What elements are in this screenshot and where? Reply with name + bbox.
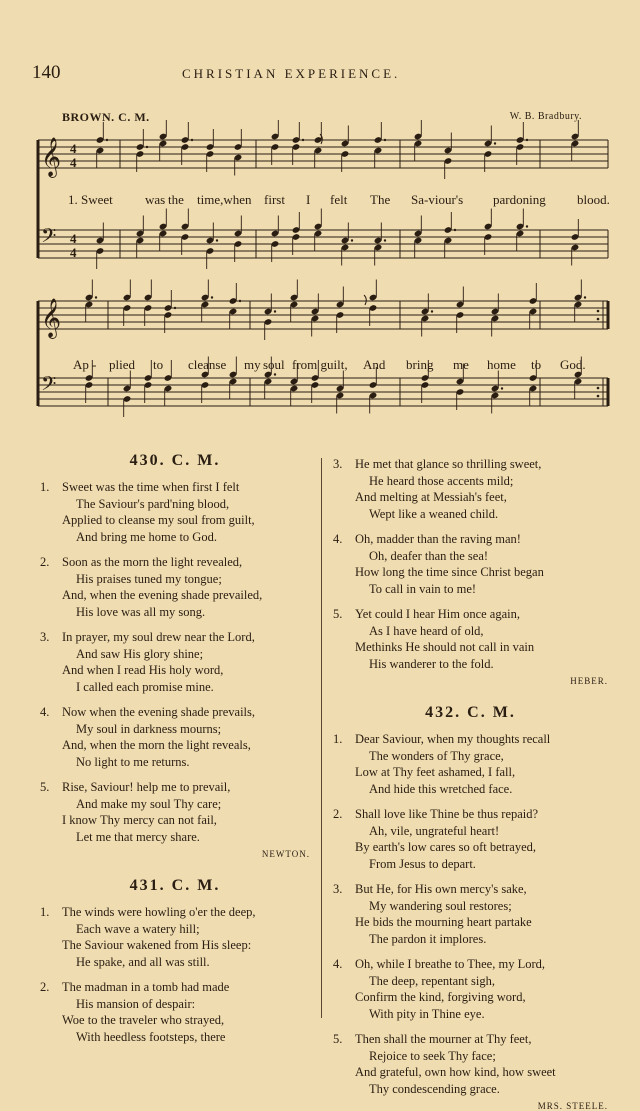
l1-word: The xyxy=(370,192,391,207)
stanza xyxy=(333,531,608,597)
hymn-number xyxy=(40,877,310,895)
verse-line-text: And, when the evening shade prevailed, xyxy=(62,588,263,602)
verse-line-text: But He, for His own mercy's sake, xyxy=(355,882,527,896)
verse-line xyxy=(333,806,608,823)
verse-line-text: Let me that mercy share. xyxy=(76,829,200,844)
verse-line xyxy=(40,496,310,513)
verse-line xyxy=(333,606,608,623)
hymn xyxy=(40,877,310,1045)
verse-line-text: I called each promise mine. xyxy=(76,679,214,694)
stanza xyxy=(333,881,608,947)
verse-line-text: Each wave a watery hill; xyxy=(76,921,200,936)
verse-line xyxy=(333,731,608,748)
verse-line-text: His wanderer to the fold. xyxy=(369,656,494,671)
verse-line xyxy=(333,931,608,948)
verse-line-text: Confirm the kind, forgiving word, xyxy=(355,990,526,1004)
stanza xyxy=(333,731,608,797)
l2-word: plied xyxy=(109,357,135,372)
hymn xyxy=(333,456,608,686)
hymn-author: NEWTON. xyxy=(261,849,310,859)
verse-line-text: And grateful, own how kind, how sweet xyxy=(355,1065,556,1079)
verse-line-text: Woe to the traveler who strayed, xyxy=(62,1013,225,1027)
verse-line-text: And, when the morn the light reveals, xyxy=(62,738,251,752)
verse-line-text: The pardon it implores. xyxy=(369,931,487,946)
l1-word: 1. Sweet xyxy=(68,192,113,207)
verse-line xyxy=(333,898,608,915)
verse-line-text: The wonders of Thy grace, xyxy=(369,748,504,763)
hymn-number-value: 432. xyxy=(425,704,462,721)
hymn-number xyxy=(333,704,608,722)
hymn-meter: C. M. xyxy=(171,452,221,469)
verse-line-text: And make my soul Thy care; xyxy=(76,796,222,811)
verse-line xyxy=(333,881,608,898)
dot xyxy=(454,229,456,231)
verse-line-text: He bids the mourning heart partake xyxy=(355,915,532,929)
verse-line-text: He spake, and all was still. xyxy=(76,954,210,969)
dot xyxy=(146,146,148,148)
hymn-number xyxy=(40,452,310,470)
verse-line xyxy=(40,904,310,921)
verse-line xyxy=(333,989,608,1006)
verse-line-text: Rejoice to seek Thy face; xyxy=(369,1048,496,1063)
l2-word: me xyxy=(453,357,469,372)
verse-line xyxy=(40,587,310,604)
verse-line-text: Shall love like Thine be thus repaid? xyxy=(355,807,539,821)
hymn-number-value: 431. xyxy=(129,877,166,894)
stanza-number: 3. xyxy=(40,630,50,644)
verse-line-text: Sweet was the time when first I felt xyxy=(62,480,240,494)
page-header xyxy=(32,62,608,86)
stanza xyxy=(40,629,310,695)
dot xyxy=(211,296,213,298)
verse-line xyxy=(40,629,310,646)
verse-line xyxy=(333,914,608,931)
time-signature: 4 xyxy=(70,231,77,246)
stanza xyxy=(40,479,310,545)
verse-line xyxy=(40,479,310,496)
verse-line xyxy=(333,623,608,640)
stanza-number: 4. xyxy=(333,957,343,971)
music-score xyxy=(0,120,640,440)
l2-word: soul xyxy=(263,357,285,372)
left-column xyxy=(40,452,310,1045)
l2-word: Ap - xyxy=(73,357,97,372)
hymn-author: MRS. STEELE. xyxy=(537,1101,608,1111)
verse-line xyxy=(40,954,310,971)
verse-line-text: Oh, deafer than the sea! xyxy=(369,548,489,563)
stanza-number: 5. xyxy=(40,780,50,794)
verse-line xyxy=(333,856,608,873)
time-signature: 4 xyxy=(70,245,77,260)
verse-line-text: And saw His glory shine; xyxy=(76,646,204,661)
stanza xyxy=(40,554,310,620)
verse-line-text: To call in vain to me! xyxy=(369,581,477,596)
verse-line xyxy=(40,704,310,721)
stanza-number: 2. xyxy=(40,980,50,994)
verse-line xyxy=(40,529,310,546)
stanza xyxy=(40,904,310,970)
verse-line xyxy=(333,548,608,565)
verse-line-text: Oh, while I breathe to Thee, my Lord, xyxy=(355,957,545,971)
verse-line-text: Then shall the mourner at Thy feet, xyxy=(355,1032,532,1046)
stanza xyxy=(40,979,310,1045)
verse-line-text: Now when the evening shade prevails, xyxy=(62,705,255,719)
stanza-number: 3. xyxy=(333,882,343,896)
dot xyxy=(191,139,193,141)
stanza xyxy=(333,806,608,872)
l1-word: the xyxy=(168,192,184,207)
verse-line-text: And bring me home to God. xyxy=(76,529,217,544)
verse-line xyxy=(333,839,608,856)
stanza xyxy=(40,779,310,845)
treble-clef-icon: 𝄞 xyxy=(41,137,62,177)
l2-word: home xyxy=(487,357,516,372)
l1-word: felt xyxy=(330,192,348,207)
verse-line xyxy=(40,512,310,529)
verse-line xyxy=(333,1081,608,1098)
right-column xyxy=(333,456,608,1111)
stanza xyxy=(333,1031,608,1097)
verse-line xyxy=(40,1029,310,1046)
dot xyxy=(239,300,241,302)
verse-line xyxy=(333,973,608,990)
verse-line-text: And melting at Messiah's feet, xyxy=(355,490,507,504)
stanza-number: 5. xyxy=(333,1032,343,1046)
verse-line xyxy=(40,829,310,846)
column-divider xyxy=(321,458,322,1018)
page-number: 140 xyxy=(32,62,61,83)
verse-line-text: The winds were howling o'er the deep, xyxy=(62,905,256,919)
l2-word: my xyxy=(244,357,261,372)
stanza-number: 1. xyxy=(40,905,50,919)
verse-line xyxy=(333,823,608,840)
l1-word: first xyxy=(264,192,285,207)
stanza-number: 1. xyxy=(40,480,50,494)
verse-line-text: Soon as the morn the light revealed, xyxy=(62,555,243,569)
verse-line xyxy=(333,748,608,765)
hymn-meter: C. M. xyxy=(171,877,221,894)
tune-name: BROWN. C. M. xyxy=(62,110,150,124)
dot xyxy=(526,225,528,227)
lyrics-line-1 xyxy=(0,192,640,210)
verse-line xyxy=(40,921,310,938)
stanza-number: 1. xyxy=(333,732,343,746)
verse-line-text: His praises tuned my tongue; xyxy=(76,571,222,586)
repeat-dot xyxy=(597,387,600,390)
verse-line xyxy=(40,812,310,829)
l2-word: And xyxy=(363,357,386,372)
verse-line xyxy=(333,781,608,798)
hymn-meter: C. M. xyxy=(467,704,516,721)
stanza-number: 5. xyxy=(333,607,343,621)
l2-word: God. xyxy=(560,357,586,372)
verse-line xyxy=(40,1012,310,1029)
stanza-number: 2. xyxy=(40,555,50,569)
l1-word: I xyxy=(306,192,311,207)
running-head: CHRISTIAN EXPERIENCE. xyxy=(182,66,401,81)
l2-word: to xyxy=(531,357,542,372)
dot xyxy=(584,296,586,298)
verse-line xyxy=(333,531,608,548)
lyrics-line-2 xyxy=(0,357,640,375)
verse-line-text: Dear Saviour, when my thoughts recall xyxy=(355,732,551,746)
verse-line xyxy=(40,779,310,796)
verse-line xyxy=(333,1031,608,1048)
verse-line-text: No light to me returns. xyxy=(76,754,190,769)
verse-line-text: The Saviour's pard'ning blood, xyxy=(76,496,230,511)
time-signature: 4 xyxy=(70,155,77,170)
verse-line-text: And hide this wretched face. xyxy=(369,781,513,796)
verse-line-text: Low at Thy feet ashamed, I fall, xyxy=(355,765,516,779)
hymn-number-value: 430. xyxy=(129,452,166,469)
verse-line xyxy=(333,1048,608,1065)
dot xyxy=(494,142,496,144)
verse-line xyxy=(40,996,310,1013)
verse-line-text: He heard those accents mild; xyxy=(369,473,514,488)
treble-clef-icon: 𝄞 xyxy=(41,298,62,338)
verse-line-text: And when I read His holy word, xyxy=(62,663,224,677)
verse-line-text: The Saviour wakened from His sleep: xyxy=(62,938,252,952)
l2-word: bring xyxy=(406,357,434,372)
verse-line-text: My soul in darkness mourns; xyxy=(76,721,222,736)
stanza xyxy=(333,456,608,522)
dot xyxy=(431,310,433,312)
verse-line xyxy=(40,754,310,771)
time-signature: 4 xyxy=(70,141,77,156)
verse-line-text: With heedless footsteps, there xyxy=(76,1029,226,1044)
stanza-number: 3. xyxy=(333,457,343,471)
dot xyxy=(302,139,304,141)
verse-line xyxy=(333,456,608,473)
l2-word: cleanse xyxy=(188,357,227,372)
verse-line xyxy=(333,639,608,656)
stanza-number: 4. xyxy=(333,532,343,546)
dot xyxy=(274,310,276,312)
verse-line xyxy=(40,679,310,696)
verse-line-text: In prayer, my soul drew near the Lord, xyxy=(62,630,255,644)
verse-line xyxy=(40,737,310,754)
hymn xyxy=(40,452,310,859)
dot xyxy=(106,139,108,141)
verse-line-text: I know Thy mercy can not fail, xyxy=(62,813,217,827)
l1-word: blood. xyxy=(577,192,610,207)
verse-line-text: Ah, vile, ungrateful heart! xyxy=(369,823,500,838)
dot xyxy=(174,307,176,309)
l1-word: time,when xyxy=(197,192,252,207)
l1-word: pardoning xyxy=(493,192,546,207)
dot xyxy=(216,239,218,241)
verse-line-text: Yet could I hear Him once again, xyxy=(355,607,521,621)
repeat-dot xyxy=(597,310,600,313)
l2-word: from guilt, xyxy=(292,357,348,372)
verse-line xyxy=(333,1006,608,1023)
verse-line xyxy=(333,656,608,673)
bass-clef-icon: 𝄢 xyxy=(41,224,57,252)
verse-line xyxy=(40,554,310,571)
bass-clef-icon: 𝄢 xyxy=(41,372,57,400)
verse-line-text: Applied to cleanse my soul from guilt, xyxy=(62,513,255,527)
l2-word: to xyxy=(153,357,164,372)
verse-line-text: He met that glance so thrilling sweet, xyxy=(355,457,542,471)
repeat-dot xyxy=(597,318,600,321)
verse-line xyxy=(333,1064,608,1081)
verse-line xyxy=(333,581,608,598)
stanza xyxy=(333,606,608,672)
verse-line xyxy=(40,796,310,813)
stanza-number: 2. xyxy=(333,807,343,821)
verse-line-text: His love was all my song. xyxy=(76,604,206,619)
verse-line-text: The deep, repentant sigh, xyxy=(369,973,495,988)
verse-line-text: Wept like a weaned child. xyxy=(369,506,499,521)
dot xyxy=(526,139,528,141)
verse-line xyxy=(333,473,608,490)
verse-line xyxy=(40,662,310,679)
verse-line-text: How long the time since Christ began xyxy=(355,565,544,579)
hymn xyxy=(333,704,608,1111)
verse-line xyxy=(40,979,310,996)
dot xyxy=(95,296,97,298)
verse-line xyxy=(333,764,608,781)
verse-line xyxy=(333,489,608,506)
verse-line-text: By earth's low cares so oft betrayed, xyxy=(355,840,537,854)
verse-line-text: Oh, madder than the raving man! xyxy=(355,532,521,546)
note-flag xyxy=(364,295,366,305)
l1-word: was xyxy=(145,192,166,207)
verse-line-text: As I have heard of old, xyxy=(369,623,484,638)
verse-line xyxy=(40,571,310,588)
verse-line xyxy=(40,937,310,954)
dot xyxy=(384,239,386,241)
stanza xyxy=(40,704,310,770)
tune-composer: W. B. Bradbury. xyxy=(509,111,582,122)
repeat-dot xyxy=(597,395,600,398)
verse-line-text: Rise, Saviour! help me to prevail, xyxy=(62,780,231,794)
dot xyxy=(351,239,353,241)
stanza xyxy=(333,956,608,1022)
verse-line xyxy=(40,721,310,738)
stanza-number: 4. xyxy=(40,705,50,719)
verse-line xyxy=(40,604,310,621)
verse-line-text: The madman in a tomb had made xyxy=(62,980,230,994)
dot xyxy=(384,139,386,141)
l1-word: Sa-viour's xyxy=(411,192,464,207)
hymn-author: HEBER. xyxy=(570,676,608,686)
verse-line xyxy=(333,564,608,581)
verse-line-text: His mansion of despair: xyxy=(76,996,196,1011)
dot xyxy=(501,387,503,389)
verse-line-text: My wandering soul restores; xyxy=(369,898,512,913)
verse-line xyxy=(333,506,608,523)
verse-line xyxy=(40,646,310,663)
verse-line-text: With pity in Thine eye. xyxy=(369,1006,485,1021)
verse-line-text: Methinks He should not call in vain xyxy=(355,640,535,654)
verse-line-text: From Jesus to depart. xyxy=(369,856,476,871)
verse-line-text: Thy condescending grace. xyxy=(369,1081,500,1096)
verse-line xyxy=(333,956,608,973)
